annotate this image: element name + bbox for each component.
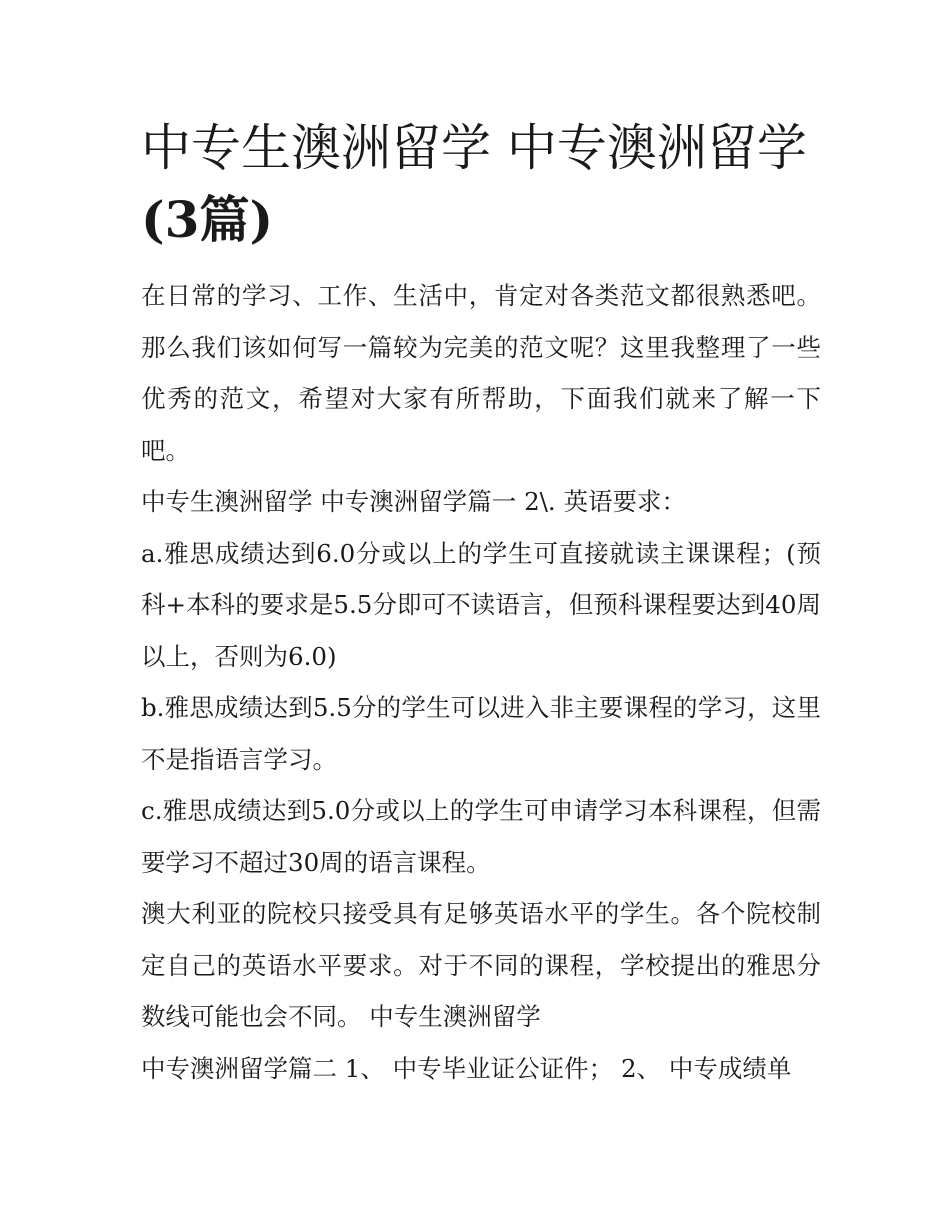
requirement-c: c.雅思成绩达到5.0分或以上的学生可申请学习本科课程，但需要学习不超过30周的语言课程。 (141, 796, 821, 877)
document-title (141, 112, 821, 256)
requirement-b: b.雅思成绩达到5.5分的学生可以进入非主要课程的学习，这里不是指语言学习。 (141, 693, 821, 774)
section-two-paragraph: 中专澳洲留学篇二 1、 中专毕业证公证件； 2、 中专成绩单 (141, 1053, 792, 1083)
document-body (141, 112, 821, 1094)
intro-paragraph: 在日常的学习、工作、生活中，肯定对各类范文都很熟悉吧。那么我们该如何写一篇较为完美的范文呢？这里我整理了一些优秀的范文，希望对大家有所帮助，下面我们就来了解一下吧。 (141, 281, 821, 465)
english-level-paragraph: 澳大利亚的院校只接受具有足够英语水平的学生。各个院校制定自己的英语水平要求。对于不同的课程，学校提出的雅思分数线可能也会不同。 中专生澳洲留学 (141, 899, 821, 1031)
title-main: 中专生澳洲留学 中专澳洲留学 (141, 119, 807, 177)
title-count: (3篇) (141, 190, 274, 249)
requirement-a: a.雅思成绩达到6.0分或以上的学生可直接就读主课课程；(预科+本科的要求是5.5分即可不读语言，但预科课程要达到40周以上，否则为6.0) (141, 538, 821, 671)
section-heading-one: 中专生澳洲留学 中专澳洲留学篇一 2\. 英语要求： (141, 487, 686, 516)
